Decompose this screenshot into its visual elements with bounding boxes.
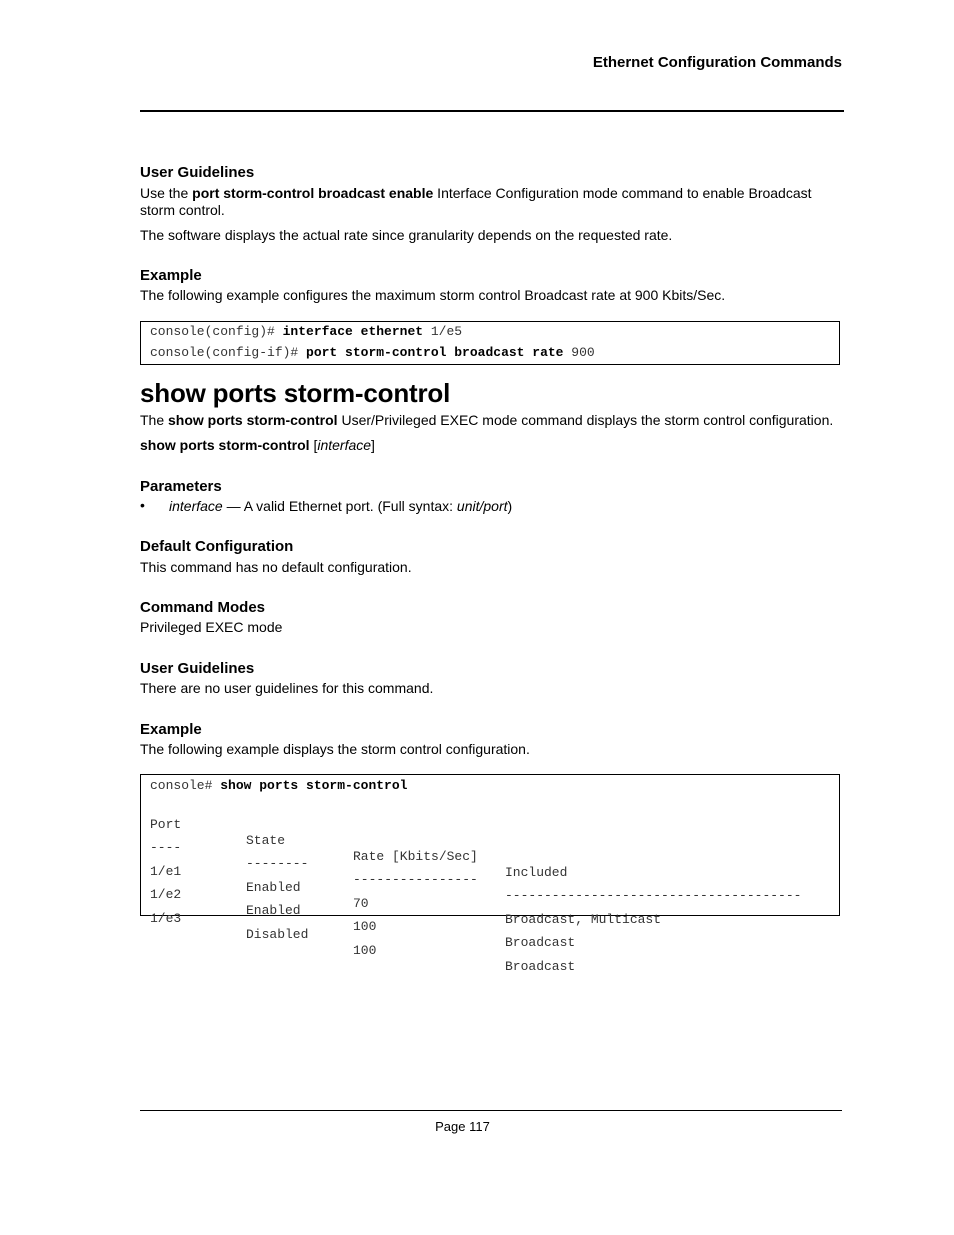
table-cell: Enabled bbox=[246, 903, 301, 918]
granularity-paragraph: The software displays the actual rate since granularity depends on the requested rate. bbox=[140, 227, 673, 243]
user-guidelines-heading-2: User Guidelines bbox=[140, 660, 255, 677]
code-block-output bbox=[140, 774, 840, 974]
table-header-cell: State bbox=[246, 833, 286, 848]
code-line: console(config)# interface ethernet 1/e5 bbox=[150, 324, 463, 339]
command-syntax: show ports storm-control [interface] bbox=[140, 437, 375, 453]
table-cell: Broadcast, Multicast bbox=[505, 912, 662, 927]
user-guidelines-paragraph: Use the port storm-control broadcast enable Interface Configuration mode command to enable Broadcast storm control. bbox=[140, 185, 812, 218]
table-cell: Disabled bbox=[246, 927, 309, 942]
table-cell: 100 bbox=[353, 919, 377, 934]
user-guidelines-heading: User Guidelines bbox=[140, 164, 255, 181]
footer-rule bbox=[140, 1110, 842, 1111]
table-cell: Enabled bbox=[246, 880, 301, 895]
code-line: console(config-if)# port storm-control broadcast rate 900 bbox=[150, 345, 595, 360]
table-cell: 70 bbox=[353, 896, 369, 911]
parameter-interface: interface — A valid Ethernet port. (Full syntax: unit/port) bbox=[169, 498, 513, 514]
table-cell: Broadcast bbox=[505, 959, 576, 974]
table-header-cell: Included bbox=[505, 865, 568, 880]
default-config-heading: Default Configuration bbox=[140, 538, 294, 555]
table-cell: 1/e3 bbox=[150, 911, 182, 926]
header-rule bbox=[140, 110, 844, 112]
table-header-cell: Rate [Kbits/Sec] bbox=[353, 849, 478, 864]
page-number: Page 117 bbox=[435, 1119, 490, 1134]
example-heading-2: Example bbox=[140, 721, 202, 738]
table-cell: 1/e2 bbox=[150, 887, 182, 902]
running-header: Ethernet Configuration Commands bbox=[592, 54, 842, 71]
example-description: The following example configures the maximum storm control Broadcast rate at 900 Kbits/Sec. bbox=[140, 287, 726, 303]
parameters-heading: Parameters bbox=[140, 478, 222, 495]
bullet-icon: • bbox=[140, 497, 145, 513]
command-modes-text: Privileged EXEC mode bbox=[140, 619, 283, 635]
table-cell: Broadcast bbox=[505, 935, 576, 950]
command-title: show ports storm-control bbox=[140, 378, 451, 408]
table-cell: 1/e1 bbox=[150, 864, 182, 879]
table-separator: -------------------------------------- bbox=[505, 888, 802, 903]
table-separator: -------- bbox=[246, 856, 309, 871]
example-heading: Example bbox=[140, 267, 202, 284]
command-modes-heading: Command Modes bbox=[140, 599, 266, 616]
default-config-text: This command has no default configuration. bbox=[140, 559, 412, 575]
code-line: console# show ports storm-control bbox=[150, 778, 408, 793]
code-block-config bbox=[140, 321, 840, 365]
user-guidelines-text-2: There are no user guidelines for this command. bbox=[140, 680, 434, 696]
command-description: The show ports storm-control User/Privileged EXEC mode command displays the storm control configuration. bbox=[140, 412, 834, 428]
table-cell: 100 bbox=[353, 943, 377, 958]
example-description-2: The following example displays the storm control configuration. bbox=[140, 741, 530, 757]
table-separator: ---- bbox=[150, 840, 182, 855]
table-separator: ---------------- bbox=[353, 872, 478, 887]
table-header-cell: Port bbox=[150, 817, 182, 832]
